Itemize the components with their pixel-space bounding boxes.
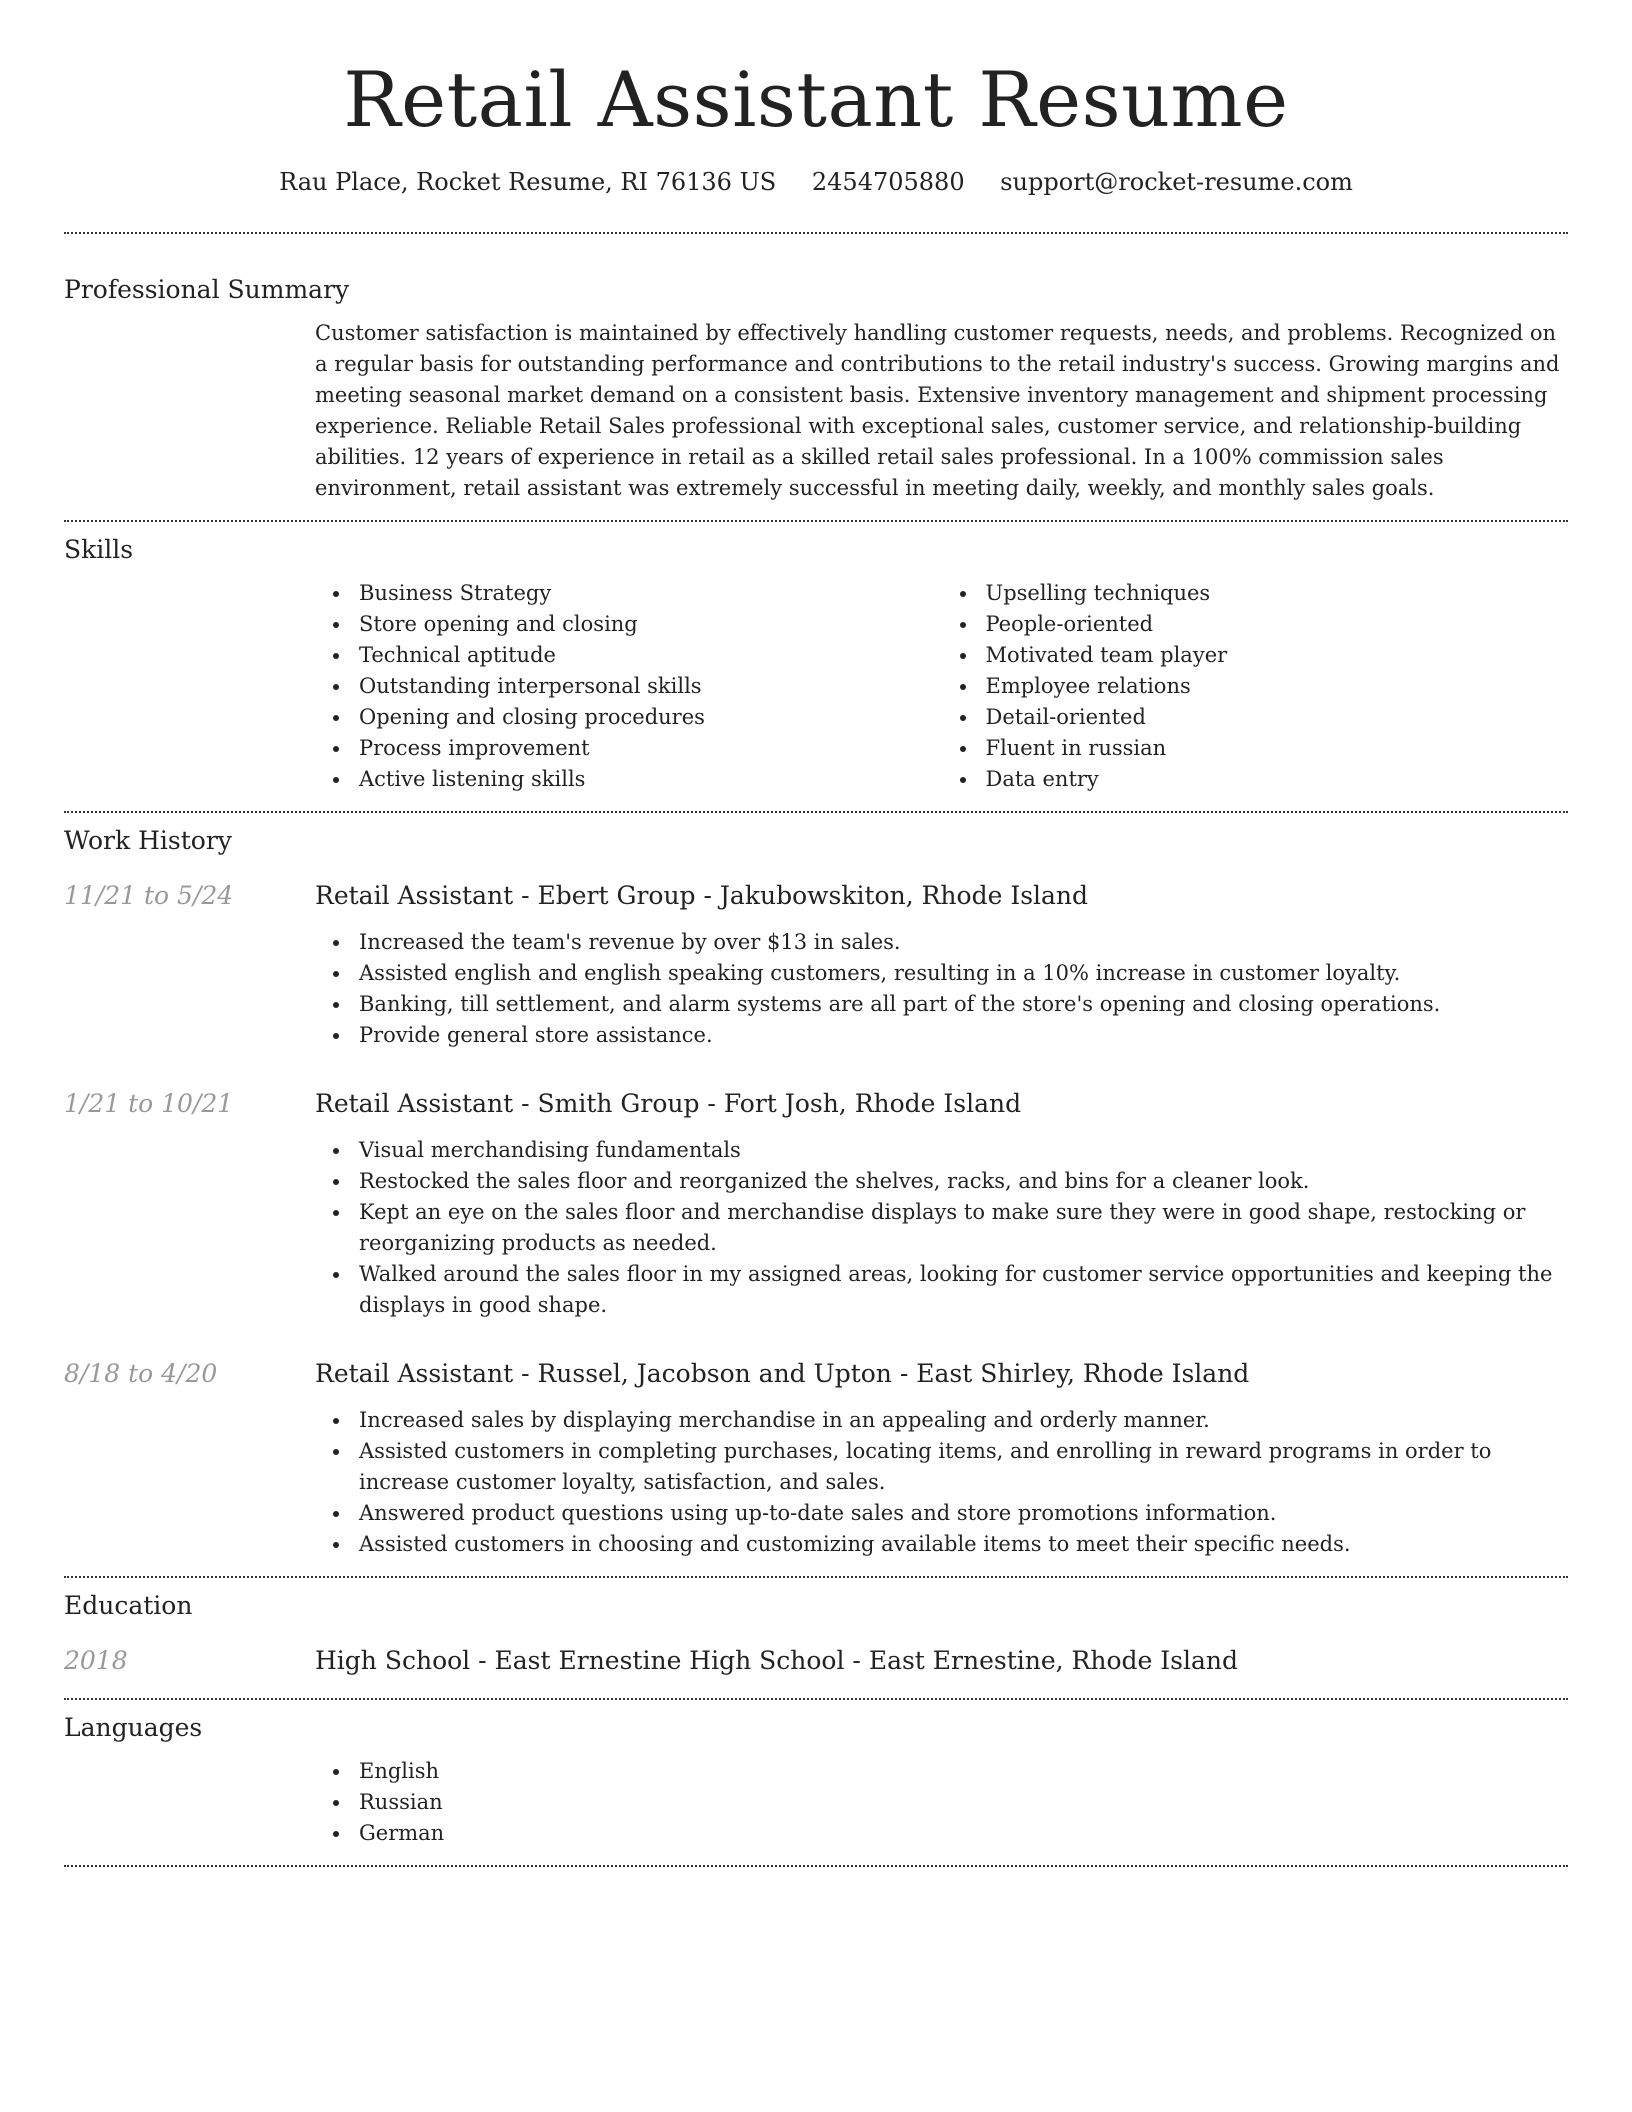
- summary-section: [64, 234, 1568, 504]
- skills-columns: [315, 578, 1568, 795]
- contact-address: Rau Place, Rocket Resume, RI 76136 US: [279, 168, 777, 196]
- job-bullets: [315, 927, 1568, 1051]
- list-item: German: [359, 1818, 1568, 1849]
- skills-section: [64, 522, 1568, 795]
- list-item: Provide general store assistance.: [359, 1020, 1568, 1051]
- list-item: Russian: [359, 1787, 1568, 1818]
- work-section: [64, 813, 1568, 1560]
- list-item: Walked around the sales floor in my assigned areas, looking for customer service opportunities and keeping the displays in good shape.: [359, 1259, 1568, 1321]
- languages-section: [64, 1700, 1568, 1849]
- list-item: Visual merchandising fundamentals: [359, 1135, 1568, 1166]
- job-bullets: [315, 1405, 1568, 1560]
- job-entry: [64, 1087, 1568, 1321]
- job-date: 11/21 to 5/24: [64, 881, 234, 910]
- job-title: Retail Assistant - Russel, Jacobson and Upton - East Shirley, Rhode Island: [315, 1359, 1250, 1388]
- job-header: [64, 879, 1568, 913]
- list-item: Assisted customers in completing purchases, locating items, and enrolling in reward programs in order to increase customer loyalty, satisfaction, and sales.: [359, 1436, 1568, 1498]
- job-title: Retail Assistant - Smith Group - Fort Josh, Rhode Island: [315, 1089, 1022, 1118]
- languages-divider: [64, 1865, 1568, 1867]
- contact-line: [64, 166, 1568, 198]
- summary-content: [315, 318, 1568, 504]
- skills-list-left: [315, 578, 942, 795]
- list-item: Process improvement: [359, 733, 942, 764]
- skills-list-right: [942, 578, 1569, 795]
- summary-heading: Professional Summary: [64, 275, 350, 304]
- list-item: Assisted english and english speaking customers, resulting in a 10% increase in customer loyalty.: [359, 958, 1568, 989]
- list-item: Assisted customers in choosing and customizing available items to meet their specific needs.: [359, 1529, 1568, 1560]
- list-item: Employee relations: [986, 671, 1569, 702]
- job-title: Retail Assistant - Ebert Group - Jakubowskiton, Rhode Island: [315, 881, 1089, 910]
- languages-heading: Languages: [64, 1713, 203, 1742]
- contact-phone: 2454705880: [811, 168, 965, 196]
- work-heading: Work History: [64, 826, 232, 855]
- list-item: Fluent in russian: [986, 733, 1569, 764]
- list-item: Detail-oriented: [986, 702, 1569, 733]
- list-item: Business Strategy: [359, 578, 942, 609]
- job-bullets: [315, 1135, 1568, 1321]
- list-item: People-oriented: [986, 609, 1569, 640]
- list-item: Kept an eye on the sales floor and merchandise displays to make sure they were in good shape, restocking or reorganizing products as needed.: [359, 1197, 1568, 1259]
- list-item: Answered product questions using up-to-date sales and store promotions information.: [359, 1498, 1568, 1529]
- job-header: [64, 1357, 1568, 1391]
- job-entry: [64, 1357, 1568, 1560]
- education-entry: [64, 1644, 1568, 1678]
- list-item: Restocked the sales floor and reorganized the shelves, racks, and bins for a cleaner look.: [359, 1166, 1568, 1197]
- list-item: English: [359, 1756, 1568, 1787]
- list-item: Store opening and closing: [359, 609, 942, 640]
- list-item: Data entry: [986, 764, 1569, 795]
- job-date: 1/21 to 10/21: [64, 1089, 234, 1118]
- list-item: Motivated team player: [986, 640, 1569, 671]
- education-date: 2018: [64, 1646, 128, 1675]
- list-item: Opening and closing procedures: [359, 702, 942, 733]
- list-item: Technical aptitude: [359, 640, 942, 671]
- summary-text: Customer satisfaction is maintained by effectively handling customer requests, needs, and problems. Recognized on a regular basis for outstanding performance and contributions to the retail industry's success. Growing margins and meeting seasonal market demand on a consistent basis. Extensive inventory management and shipment processing experience. Reliable Retail Sales professional with exceptional sales, customer service, and relationship-building abilities. 12 years of experience in retail as a skilled retail sales professional. In a 100% commission sales environment, retail assistant was extremely successful in meeting daily, weekly, and monthly sales goals.: [315, 321, 1560, 500]
- resume-title: Retail Assistant Resume: [343, 55, 1289, 144]
- job-header: [64, 1087, 1568, 1121]
- list-item: Outstanding interpersonal skills: [359, 671, 942, 702]
- list-item: Banking, till settlement, and alarm systems are all part of the store's opening and closing operations.: [359, 989, 1568, 1020]
- contact-email[interactable]: support@rocket-resume.com: [1000, 168, 1353, 196]
- languages-content: [315, 1756, 1568, 1849]
- list-item: Upselling techniques: [986, 578, 1569, 609]
- education-heading: Education: [64, 1591, 193, 1620]
- skills-heading: Skills: [64, 535, 134, 564]
- languages-list: [315, 1756, 1568, 1849]
- list-item: Increased the team's revenue by over $13 in sales.: [359, 927, 1568, 958]
- job-date: 8/18 to 4/20: [64, 1359, 218, 1388]
- education-title: High School - East Ernestine High School - East Ernestine, Rhode Island: [315, 1646, 1238, 1675]
- list-item: Active listening skills: [359, 764, 942, 795]
- list-item: Increased sales by displaying merchandise in an appealing and orderly manner.: [359, 1405, 1568, 1436]
- job-entry: [64, 879, 1568, 1051]
- education-section: [64, 1578, 1568, 1678]
